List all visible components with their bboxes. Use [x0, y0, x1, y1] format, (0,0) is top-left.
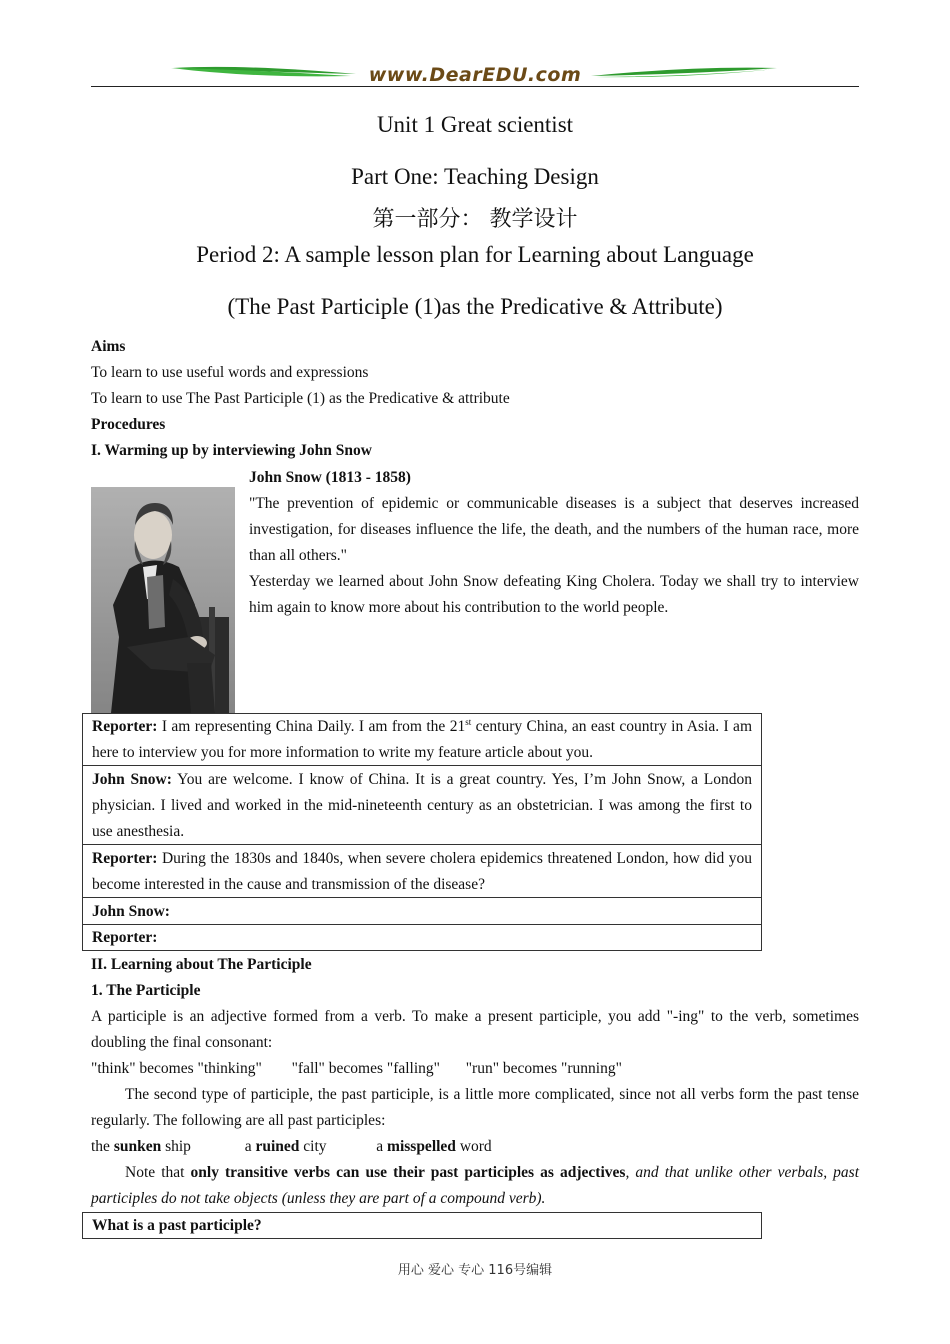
aim-item: To learn to use The Past Participle (1) as the Predicative & attribute: [91, 390, 510, 407]
part-title-chinese: 第一部分： 教学设计: [372, 207, 578, 232]
interview-row: [82, 765, 762, 845]
ordinal-suffix: st: [465, 717, 472, 727]
example-pre: a: [244, 1138, 256, 1155]
speaker-label: John Snow:: [92, 771, 172, 788]
interview-text: During the 1830s and 1840s, when severe cholera epidemics threatened London, how did you become interested in the cause and transmission of the disease?: [92, 850, 752, 893]
bio-intro: Yesterday we learned about John Snow defeating King Cholera. Today we shall try to interview him again to know more about his contribution to the world people.: [249, 573, 859, 616]
participle-definition: A participle is an adjective formed from a verb. To make a present participle, you add "-ing" to the verb, sometimes doubling the final consonant:: [91, 1008, 859, 1051]
topic-title: (The Past Participle (1)as the Predicative & Attribute): [227, 294, 723, 319]
question-box: [82, 1212, 762, 1239]
example-post: ship: [161, 1138, 191, 1155]
example-word: sunken: [113, 1138, 162, 1155]
speaker-label: Reporter:: [92, 718, 158, 735]
example-word: ruined: [255, 1138, 300, 1155]
example: "run" becomes "running": [465, 1060, 622, 1077]
site-logo-text[interactable]: www.DearEDU.com: [368, 64, 582, 86]
note-pre: Note that: [125, 1164, 191, 1181]
unit-title: Unit 1 Great scientist: [376, 112, 574, 137]
example: "fall" becomes "falling": [291, 1060, 440, 1077]
aim-item: To learn to use useful words and expressions: [91, 364, 369, 381]
example-word: misspelled: [387, 1138, 456, 1155]
example-pre: the: [91, 1138, 114, 1155]
example-pre: a: [376, 1138, 388, 1155]
header-divider: [91, 86, 859, 87]
present-participle-examples: [91, 1056, 859, 1082]
procedures-heading: Procedures: [91, 416, 166, 433]
speaker-label: John Snow:: [92, 903, 170, 920]
page-footer: 用心 爱心 专心 116号编辑: [397, 1263, 553, 1278]
example: "think" becomes "thinking": [91, 1060, 262, 1077]
past-participle-paragraph: The second type of participle, the past participle, is a little more complicated, since not all verbs form the past tense regularly. The following are all past participles:: [91, 1086, 859, 1129]
speaker-label: Reporter:: [92, 850, 158, 867]
past-participle-examples: [91, 1134, 859, 1160]
bio-name: John Snow (1813 - 1858): [249, 469, 411, 486]
section-heading-warming-up: I. Warming up by interviewing John Snow: [91, 442, 372, 459]
interview-row: [82, 713, 762, 766]
example-post: word: [455, 1138, 492, 1155]
question-text: What is a past participle?: [92, 1217, 262, 1234]
note-paragraph: [91, 1160, 859, 1212]
sub-heading-participle: 1. The Participle: [91, 982, 201, 999]
section-heading-participle: II. Learning about The Participle: [91, 956, 312, 973]
note-italic: , and that unlike other verbals, past participles do not take objects (unless they are part of a compound verb).: [91, 1164, 860, 1207]
interview-row: [82, 844, 762, 898]
period-title: Period 2: A sample lesson plan for Learning about Language: [196, 242, 754, 267]
interview-text: I am representing China Daily. I am from the 21: [157, 718, 466, 735]
note-bold: only transitive verbs can use their past participles as adjectives: [190, 1164, 626, 1181]
john-snow-portrait: [91, 487, 235, 713]
speaker-label: Reporter:: [92, 929, 158, 946]
interview-text: century China, an east country in Asia. I am here to interview you for more information to write my feature article about you.: [92, 718, 752, 761]
example-post: city: [299, 1138, 327, 1155]
part-title: Part One: Teaching Design: [351, 164, 599, 189]
aims-heading: Aims: [91, 338, 126, 355]
bio-quote: "The prevention of epidemic or communicable diseases is a subject that deserves increased investigation, for diseases influence the life, the death, and the numbers of the human race, more than all others.": [249, 495, 859, 564]
interview-row: [82, 924, 762, 951]
interview-text: You are welcome. I know of China. It is a great country. Yes, I’m John Snow, a London physician. I lived and worked in the mid-nineteenth century as an obstetrician. I was among the first to use anesthesia.: [92, 771, 752, 840]
site-header: [91, 60, 859, 90]
interview-row: [82, 897, 762, 925]
